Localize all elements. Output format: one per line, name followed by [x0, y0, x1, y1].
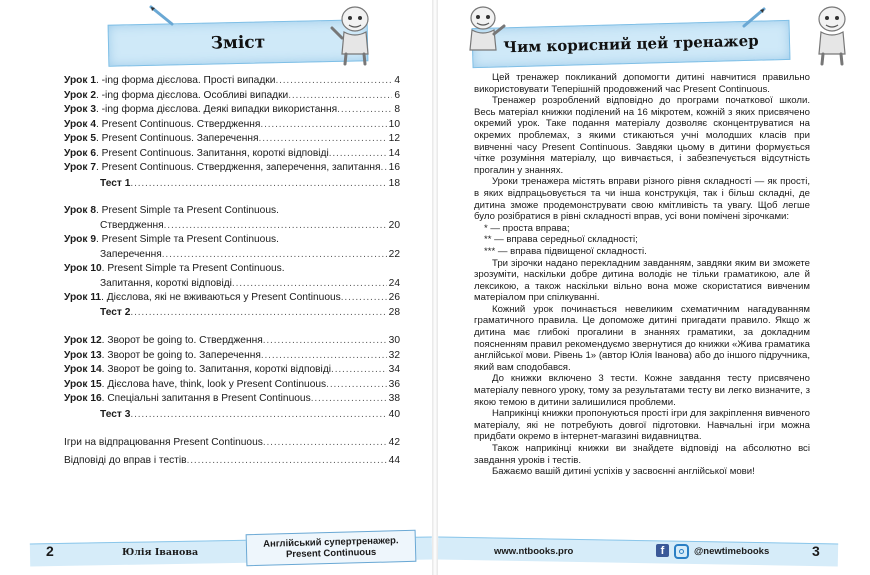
- paragraph: Тренажер розроблений відповідно до програми початкової школи. Весь матеріал книжки поділений на 16 мікротем, кожній з яких присвячено окремий урок. Таке подання матеріалу дозволяє сконцентруватися на окремих проблемах, з якими стикаються учні молодших класів при вивченні часу Present Continuous. Завдяки цьому в дитини формується чітке розуміння матеріалу, що вивчається, і забезпечується відсутність прогалин у знаннях.: [474, 95, 810, 176]
- toc-row[interactable]: Заперечення . . . 22: [64, 248, 400, 262]
- book-title-line1: Англійський супертренажер.: [263, 535, 399, 550]
- toc-row-test[interactable]: Тест 3 . . . 40: [64, 408, 400, 422]
- page-number: 2: [46, 543, 54, 559]
- author-name: Юлія Іванова: [122, 547, 199, 558]
- toc-row[interactable]: Урок 4. Present Continuous. Ствердження . . . 10: [64, 118, 400, 132]
- paragraph: Кожний урок починається невеликим схематичним нагадуванням граматичного правила. Це допоможе дитині пригадати правило. Якщо ж дитина має глибокі прогалини в знаннях граматики, за докладним поясненням правил рекомендуємо звернутися до книжки «Жива граматика англійської мови. Рівень 1» (автор Юлія Іванова) або до іншого підручника, який вам сподобався.: [474, 303, 810, 373]
- paragraph: Бажаємо вашій дитині успіхів у засвоєнні англійської мови!: [492, 466, 755, 478]
- toc-row[interactable]: Урок 16. Спеціальні запитання в Present Continuous . . . 38: [64, 392, 400, 406]
- cartoon-character: [808, 4, 856, 66]
- toc-row-title[interactable]: Урок 10. Present Simple та Present Continuous.: [64, 263, 285, 274]
- list-item: *** — вправа підвищеної складності.: [484, 245, 647, 257]
- website-link[interactable]: www.ntbooks.pro: [494, 546, 574, 557]
- instagram-icon[interactable]: [674, 544, 689, 559]
- paragraph: Три зірочки надано перекладним завданням, завдяки яким ви зможете зрозуміти, наскільки добре дитина володіє не тільки граматикою, але й лексикою, а також наскільки вільно вона може скористатися вивченим матеріалом при спілкуванні.: [474, 257, 810, 304]
- book-title-box: [246, 530, 417, 566]
- toc-row[interactable]: Урок 12. Зворот be going to. Ствердження . . . 30: [64, 334, 400, 348]
- toc-row[interactable]: Урок 11. Дієслова, які не вживаються у Present Continuous . . . 26: [64, 291, 400, 305]
- toc-row[interactable]: Урок 15. Дієслова have, think, look у Present Continuous . . . 36: [64, 378, 400, 392]
- pencil-icon: [148, 4, 176, 28]
- toc-row-title[interactable]: Урок 8. Present Simple та Present Continuous.: [64, 205, 279, 216]
- intro-title: Чим корисний цей тренажер: [503, 31, 759, 57]
- toc-row[interactable]: Ігри на відпрацювання Present Continuous . . . 42: [64, 436, 400, 450]
- social-handle[interactable]: @newtimebooks: [694, 546, 770, 557]
- facebook-icon[interactable]: f: [656, 544, 669, 557]
- paragraph: Наприкінці книжки пропонуються прості ігри для закріплення вивченого матеріалу, які не потребують довгої підготовки. Навчальні ігри можна придбати окремо в інтернет-магазині видавництва.: [474, 408, 810, 443]
- page-number: 3: [812, 543, 820, 559]
- toc-row[interactable]: Урок 14. Зворот be going to. Запитання, короткі відповіді . . . 34: [64, 363, 400, 377]
- paragraph: Цей тренажер покликаний допомогти дитині навчитися правильно використовувати Теперішній продовжений час Present Continuous.: [474, 72, 810, 95]
- toc-row-test[interactable]: Тест 2 . . . 28: [64, 306, 400, 320]
- contents-title: Зміст: [210, 32, 266, 54]
- pencil-icon: [740, 6, 768, 30]
- paragraph: До книжки включено 3 тести. Кожне завдання тесту присвячено матеріалу певного уроку, тому за результатами тесту ви легко визначите, з якою темою в дитини залишилися проблеми.: [474, 373, 810, 408]
- toc-row[interactable]: Урок 6. Present Continuous. Запитання, короткі відповіді . . . 14: [64, 147, 400, 161]
- toc-row-title[interactable]: Урок 9. Present Simple та Present Continuous.: [64, 234, 279, 245]
- toc-row[interactable]: Урок 13. Зворот be going to. Заперечення . . . 32: [64, 349, 400, 363]
- toc-row[interactable]: Запитання, короткі відповіді . . . 24: [64, 277, 400, 291]
- list-item: ** — вправа середньої складності;: [484, 234, 638, 246]
- cartoon-character: [460, 4, 506, 60]
- book-title-line2: Present Continuous: [285, 546, 377, 561]
- toc-row[interactable]: Урок 7. Present Continuous. Ствердження, заперечення, запитання . . . 16: [64, 161, 400, 175]
- toc-row[interactable]: Ствердження . . . 20: [64, 219, 400, 233]
- toc-row-test[interactable]: Тест 1 . . . 18: [64, 177, 400, 191]
- toc-row[interactable]: Урок 2. -ing форма дієслова. Особливі випадки . . . 6: [64, 89, 400, 103]
- toc-row[interactable]: Урок 3. -ing форма дієслова. Деякі випадки використання . . . 8: [64, 103, 400, 117]
- toc-row[interactable]: Урок 5. Present Continuous. Заперечення . . . 12: [64, 132, 400, 146]
- toc-row[interactable]: Відповіді до вправ і тестів . . . 44: [64, 454, 400, 468]
- left-page: [0, 0, 432, 575]
- paragraph: Також наприкінці книжки ви знайдете відповіді на абсолютно всі завдання уроків і тестів.: [474, 443, 810, 466]
- cartoon-character: [330, 4, 380, 66]
- paragraph: Уроки тренажера містять вправи різного рівня складності — як прості, в яких відпрацьовується та чи інша конструкція, так і більш складні, де дитина зможе продемонструвати свою кмітливість та увагу. Щоб легше було розібратися в рівні складності вправ, усі вони помічені зірочками:: [474, 176, 810, 223]
- list-item: * — проста вправа;: [484, 222, 570, 234]
- toc-row[interactable]: Урок 1. -ing форма дієслова. Прості випадки . . . 4: [64, 74, 400, 88]
- intro-body: [474, 72, 810, 478]
